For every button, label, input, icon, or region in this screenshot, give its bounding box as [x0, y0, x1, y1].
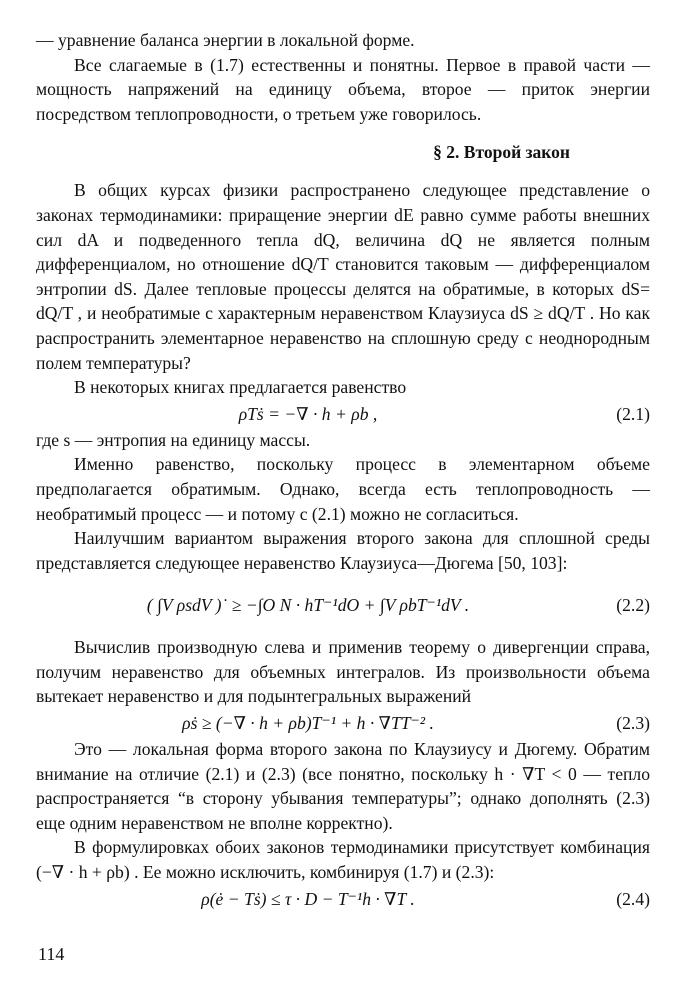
equation-number: (2.4): [616, 888, 650, 909]
paragraph-4: В некоторых книгах предлагается равенство: [74, 377, 407, 398]
equation-2-1: [36, 400, 650, 428]
paragraph-2: Все слагаемые в (1.7) естественны и понятны. Первое в правой части — мощность напряжений на единицу объема, второе — приток энергии посредством теплопроводности, о третьем уже говорилось.: [36, 54, 650, 124]
paragraph-5: где s — энтропия на единицу массы.: [36, 429, 311, 450]
page-number: 114: [38, 944, 65, 964]
section-heading: § 2. Второй закон: [433, 142, 570, 163]
equation-formula: ( ∫V ρsdV )˙ ≥ −∫O N · hT⁻¹dO + ∫V ρbT⁻¹dV .: [146, 595, 470, 616]
paragraph-3: В общих курсах физики распространено следующее представление о законах термодинамики: приращение энергии dE равно сумме работы внешних сил dA и подведенного тепла dQ, величина dQ не является полным дифференциалом, но отношение dQ/T становится таковым — дифференциалом энтропии dS. Далее тепловые процессы делятся на обратимые, в которых dS= dQ/T , и необратимые с характерным неравенством Клаузиуса dS ≥ dQ/T . Но как распространить элементарное неравенство на сплошную среду с неоднородным полем температуры?: [36, 180, 650, 373]
equation-number: (2.3): [616, 713, 650, 734]
equation-2-3: [36, 709, 650, 737]
equation-number: (2.2): [616, 595, 650, 616]
paragraph-8: Вычислив производную слева и применив теорему о дивергенции справа, получим неравенство для объемных интегралов. Из произвольности объема вытекает неравенство и для подынтегральных выражений: [36, 637, 650, 707]
equation-formula: ρTṡ = −∇ · h + ρb ,: [238, 403, 378, 424]
paragraph-1: — уравнение баланса энергии в локальной форме.: [36, 30, 415, 50]
paragraph-6: Именно равенство, поскольку процесс в элементарном объеме предполагается обратимым. Однако, всегда есть теплопроводность — необратимый процесс — и потому с (2.1) можно не согласиться.: [36, 454, 650, 524]
paragraph-10: В формулировках обоих законов термодинамики присутствует комбинация (−∇ · h + ρb) . Ее можно исключить, комбинируя (1.7) и (2.3):: [36, 837, 650, 883]
equation-formula: ρ(ė − Tṡ) ≤ τ · D − T⁻¹h · ∇T .: [201, 888, 415, 909]
paragraph-7: Наилучшим вариантом выражения второго закона для сплошной среды представляется следующее неравенство Клаузиуса—Дюгема [50, 103]:: [36, 528, 650, 573]
page-body: [36, 28, 650, 913]
equation-number: (2.1): [616, 403, 650, 424]
equation-2-2: [36, 575, 650, 635]
equation-2-4: [36, 885, 650, 913]
paragraph-9: Это — локальная форма второго закона по Клаузиусу и Дюгему. Обратим внимание на отличие (2.1) и (2.3) (все понятно, поскольку h · ∇T < 0 — тепло распространяется “в сторону убывания температуры”; однако дополнять (2.3) еще одним неравенством не вполне корректно).: [36, 739, 650, 833]
equation-formula: ρṡ ≥ (−∇ · h + ρb)T⁻¹ + h · ∇TT⁻² .: [182, 713, 434, 734]
